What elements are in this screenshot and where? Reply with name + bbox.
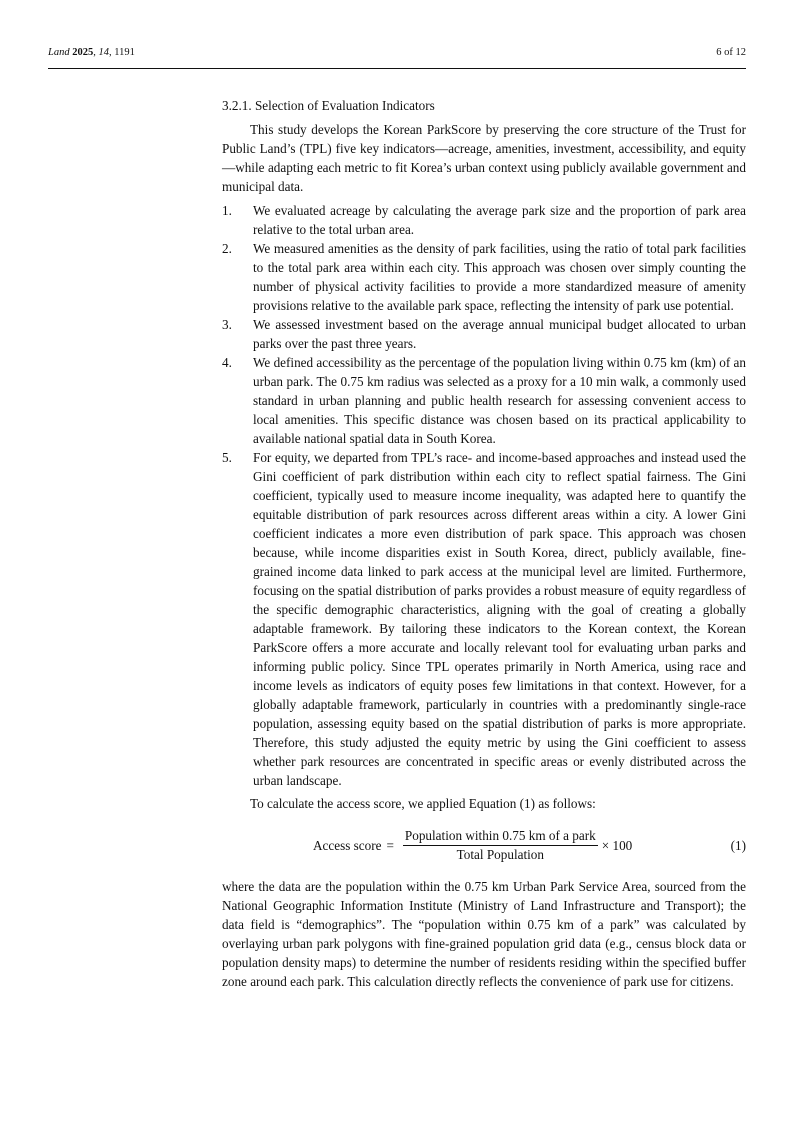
equation-label: (1)	[730, 838, 746, 853]
list-item	[222, 201, 746, 239]
list-number: 1.	[222, 203, 232, 218]
citation: Land 2025, 14, 1191	[48, 47, 135, 58]
intro-paragraph: This study develops the Korean ParkScore by preserving the core structure of the Trust for Public Land’s (TPL) five key indicators—acreage, amenities, investment, accessibility, and equity—while adapting each metric to fit Korea’s urban context using publicly available government and municipal data.	[222, 122, 746, 194]
list-text: We assessed investment based on the average annual municipal budget allocated to urban parks over the past three years.	[253, 317, 746, 351]
equals-sign: =	[386, 837, 394, 853]
page-header	[48, 47, 746, 63]
closing-paragraph: where the data are the population within the 0.75 km Urban Park Service Area, sourced from the National Geographic Information Institute (Ministry of Land Infrastructure and Transport); the data field is “demographics”. The “population within 0.75 km of a park” was calculated by overlaying urban park polygons with fine-grained population grid data (e.g., census block data or population density maps) to determine the number of residents residing within the specified buffer zone around each park. This calculation directly reflects the convenience of park use for citizens.	[222, 879, 746, 989]
equation-multiplier: × 100	[601, 837, 633, 853]
list-item	[222, 239, 746, 315]
list-number: 2.	[222, 241, 232, 256]
list-number: 3.	[222, 317, 232, 332]
equation-numerator: Population within 0.75 km of a park	[403, 828, 598, 846]
header-rule	[48, 68, 746, 69]
list-number: 4.	[222, 355, 232, 370]
page-number: 6 of 12	[716, 47, 746, 58]
list-text: We measured amenities as the density of park facilities, using the ratio of total park facilities to the total park area within each city. This approach was chosen over simply counting the number of physical activity facilities to provide a more standardized measure of amenity provisions relative to the available park space, reflecting the intensity of park use potential.	[253, 241, 746, 313]
equation-fraction	[403, 828, 598, 863]
list-text: For equity, we departed from TPL’s race- and income-based approaches and instead used the Gini coefficient of park distribution within each city to reflect spatial fairness. The Gini coefficient, typically used to measure income inequality, was adapted here to quantify the equitable distribution of park resources across different areas within a city. A lower Gini coefficient indicates a more even distribution of park space. This approach was chosen because, while income disparities exist in South Korea, direct, publicly available, fine-grained income data linked to park access at the municipal level are limited. Furthermore, focusing on the spatial distribution of parks provides a robust measure of equity regardless of the specific demographic characteristics, aligning with the goal of creating a globally adaptable framework. By tailoring these indicators to the Korean context, the Korean ParkScore offers a more accurate and locally relevant tool for evaluating urban parks and informing public policy. Since TPL operates primarily in North America, using race and income levels as indicators of equity poses few limitations in that context. However, for a globally adaptable framework, particularly in countries with a predominantly single-race population, assessing equity based on the spatial distribution of parks is more appropriate. Therefore, this study adjusted the equity metric by using the Gini coefficient to assess whether park resources are concentrated in specific areas or evenly distributed across the urban landscape.	[253, 450, 746, 788]
list-item	[222, 448, 746, 790]
list-text: We defined accessibility as the percentage of the population living within 0.75 km (km) of an urban park. The 0.75 km radius was selected as a proxy for a 10 min walk, a commonly used standard in urban planning and public health research for assessing convenient access to local amenities. This specific distance was chosen based on its practical applicability to available national spatial data in South Korea.	[253, 355, 746, 446]
main-content	[222, 96, 746, 991]
list-text: We evaluated acreage by calculating the average park size and the proportion of park area relative to the total urban area.	[253, 203, 746, 237]
journal-year: 2025	[72, 47, 94, 58]
equation-body	[313, 823, 632, 867]
equation-denominator: Total Population	[456, 846, 544, 862]
indicator-list	[222, 201, 746, 790]
journal-name: Land	[48, 47, 70, 58]
equation-intro: To calculate the access score, we applied Equation (1) as follows:	[250, 796, 596, 811]
list-number: 5.	[222, 450, 232, 465]
equation-lhs: Access score	[313, 837, 382, 853]
section-heading: 3.2.1. Selection of Evaluation Indicators	[222, 98, 435, 113]
equation-1	[222, 823, 746, 867]
article-number: 1191	[114, 47, 135, 58]
journal-volume: 14	[98, 47, 109, 58]
list-item	[222, 315, 746, 353]
list-item	[222, 353, 746, 448]
